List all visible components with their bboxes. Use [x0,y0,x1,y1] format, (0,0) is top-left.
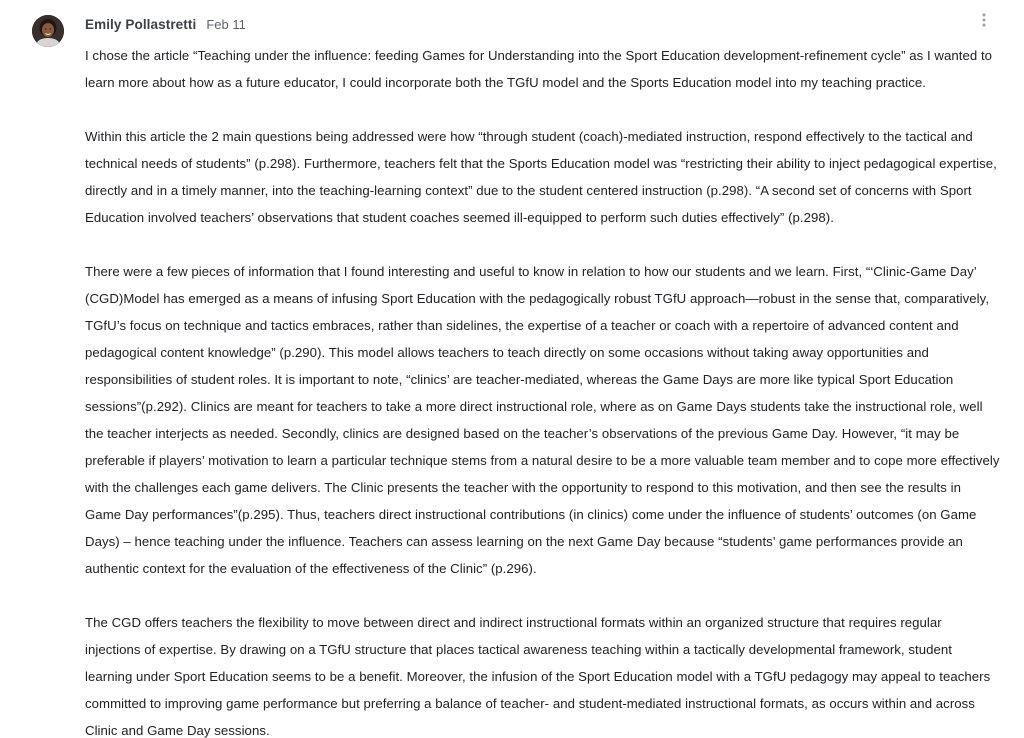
avatar-photo [32,15,64,47]
post-body [85,42,1000,738]
post-paragraph: Within this article the 2 main questions being addressed were how “through student (coach)-mediated instruction, respond effectively to the tactical and technical needs of students” (p.298). Furthermore, teachers felt that the Sports Education model was “restricting their ability to inject pedagogical expertise, directly and in a timely manner, into the teaching-learning context” due to the student centered instruction (p.298). “A second set of concerns with Sport Education involved teachers’ observations that student coaches seemed ill-equipped to perform such duties effectively” (p.298). [85,129,997,225]
post-paragraph: There were a few pieces of information that I found interesting and useful to know in relation to how our students and we learn. First, “‘Clinic-Game Day’ (CGD)Model has emerged as a means of infusing Sport Education with the pedagogically robust TGfU approach—robust in the sense that, comparatively, TGfU’s focus on technique and tactics embraces, rather than sidelines, the expertise of a teacher or coach with a repertoire of advanced content and pedagogical content knowledge” (p.290). This model allows teachers to teach directly on some occasions without taking away opportunities and responsibilities of student roles. It is important to note, “clinics’ are teacher-mediated, whereas the Game Days are more like typical Sport Education sessions”(p.292). Clinics are meant for teachers to take a more direct instructional role, where as on Game Days students take the instructional role, well the teacher interjects as needed. Secondly, clinics are designed based on the teacher’s observations of the previous Game Day. However, “it may be preferable if players’ motivation to learn a particular technique stems from a natural desire to be a more valuable team member and to cope more effectively with the challenges each game delivers. The Clinic presents the teacher with the opportunity to respond to this motivation, and then see the results in Game Day performances”(p.295). Thus, teachers direct instructional contributions (in clinics) come under the influence of students’ outcomes (on Game Days) – hence teaching under the influence. Teachers can assess learning on the next Game Day because “students’ game performances provide an authentic context for the evaluation of the effectiveness of the Clinic” (p.296). [85,264,1000,576]
post-paragraph: The CGD offers teachers the flexibility to move between direct and indirect instructional formats within an organized structure that requires regular injections of expertise. By drawing on a TGfU structure that places tactical awareness teaching within a tactically developmental framework, student learning under Sport Education seems to be a benefit. Moreover, the infusion of the Sport Education model with a TGfU pedagogy may appeal to teachers committed to improving game performance but preferring a balance of teacher- and student-mediated instructional formats, as occurs within and across Clinic and Game Day sessions. [85,615,991,738]
post-date: Feb 11 [206,16,246,32]
post-header [85,15,246,33]
more-vert-icon [982,13,986,27]
more-options-button[interactable] [974,10,994,30]
author-name[interactable]: Emily Pollastretti [85,16,197,32]
author-avatar[interactable] [32,15,64,47]
post-paragraph: I chose the article “Teaching under the influence: feeding Games for Understanding into the Sport Education development-refinement cycle” as I wanted to learn more about how as a future educator, I could incorporate both the TGfU model and the Sports Education model into my teaching practice. [85,48,993,90]
